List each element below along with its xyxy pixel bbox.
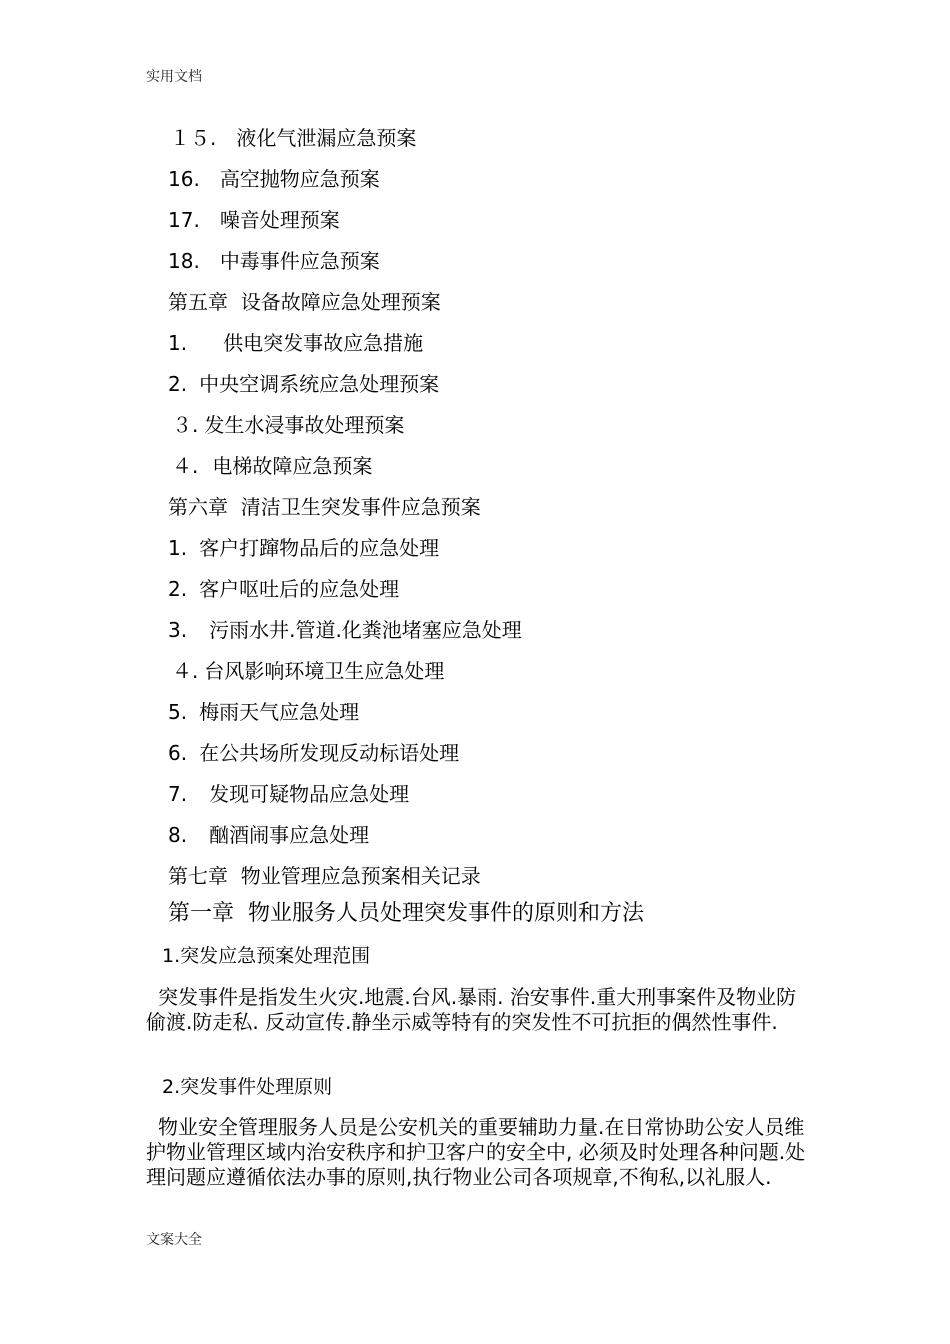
toc-text: 第七章 物业管理应急预案相关记录 (168, 864, 481, 888)
toc-text: 中央空调系统应急处理预案 (199, 372, 440, 396)
toc-number: 18. (168, 249, 200, 273)
toc-item-5-1 (168, 331, 423, 355)
toc-number: ４. (172, 454, 199, 478)
toc-text: 第六章 清洁卫生突发事件应急预案 (168, 495, 481, 519)
toc-number: 2. (168, 577, 188, 601)
toc-text: 酗酒闹事应急处理 (209, 823, 370, 847)
page-header: 实用文档 (146, 69, 202, 85)
toc-text: 客户呕吐后的应急处理 (199, 577, 400, 601)
toc-number: 7. (168, 782, 188, 806)
section-heading-2: 2.突发事件处理原则 (162, 1076, 333, 1098)
toc-item-5-2 (168, 372, 439, 396)
toc-number: ４. (172, 659, 199, 683)
toc-text: 客户打蹿物品后的应急处理 (199, 536, 440, 560)
toc-text: 高空抛物应急预案 (219, 167, 380, 191)
toc-item-5-3 (172, 413, 404, 437)
toc-number: １５. (170, 126, 217, 150)
toc-text: 发生水浸事故处理预案 (204, 413, 405, 437)
toc-number: ３. (172, 413, 199, 437)
toc-text: 污雨水井.管道.化粪池堵塞应急处理 (209, 618, 522, 642)
toc-item-6-8 (168, 823, 369, 847)
toc-text: 噪音处理预案 (219, 208, 340, 232)
toc-chapter-6 (168, 495, 481, 519)
toc-item-6-6 (168, 741, 459, 765)
toc-item-6-5 (168, 700, 359, 724)
toc-item-6-1 (168, 536, 439, 560)
chapter-title: 第一章 物业服务人员处理突发事件的原则和方法 (168, 901, 644, 926)
toc-number: 3. (168, 618, 188, 642)
toc-item-6-7 (168, 782, 409, 806)
toc-item-6-4 (172, 659, 444, 683)
toc-text: 电梯故障应急预案 (212, 454, 373, 478)
toc-item-17 (168, 208, 340, 232)
toc-text: 发现可疑物品应急处理 (209, 782, 410, 806)
toc-chapter-7 (168, 864, 481, 888)
toc-item-6-2 (168, 577, 399, 601)
toc-item-18 (168, 249, 380, 273)
toc-text: 供电突发事故应急措施 (223, 331, 424, 355)
toc-number: 6. (168, 741, 188, 765)
toc-item-6-3 (168, 618, 522, 642)
toc-number: 5. (168, 700, 188, 724)
toc-number: 16. (168, 167, 200, 191)
toc-chapter-5 (168, 290, 441, 314)
toc-item-5-4 (172, 454, 372, 478)
toc-text: 中毒事件应急预案 (219, 249, 380, 273)
toc-number: 2. (168, 372, 188, 396)
page-footer: 文案大全 (146, 1232, 202, 1248)
toc-text: 第五章 设备故障应急处理预案 (168, 290, 441, 314)
toc-number: 8. (168, 823, 188, 847)
section-body-2: 物业安全管理服务人员是公安机关的重要辅助力量.在日常协助公安人员维护物业管理区域内治安秩序和护卫客户的安全中, 必须及时处理各种问题.处理问题应遵循依法办事的原则,执行物业公司各项规章,不徇私,以礼服人. (146, 1115, 806, 1189)
section-body-1: 突发事件是指发生火灾.地震.台风.暴雨. 治安事件.重大刑事案件及物业防偷渡.防走私. 反动宣传.静坐示威等特有的突发性不可抗拒的偶然性事件. (146, 985, 797, 1034)
toc-text: 台风影响环境卫生应急处理 (204, 659, 445, 683)
toc-number: 1. (168, 331, 188, 355)
toc-text: 梅雨天气应急处理 (199, 700, 360, 724)
toc-item-16 (168, 167, 380, 191)
toc-number: 1. (168, 536, 188, 560)
toc-text: 液化气泄漏应急预案 (236, 126, 417, 150)
toc-text: 在公共场所发现反动标语处理 (199, 741, 460, 765)
toc-item-15 (170, 126, 416, 150)
toc-number: 17. (168, 208, 200, 232)
section-heading-1: 1.突发应急预案处理范围 (162, 945, 371, 967)
